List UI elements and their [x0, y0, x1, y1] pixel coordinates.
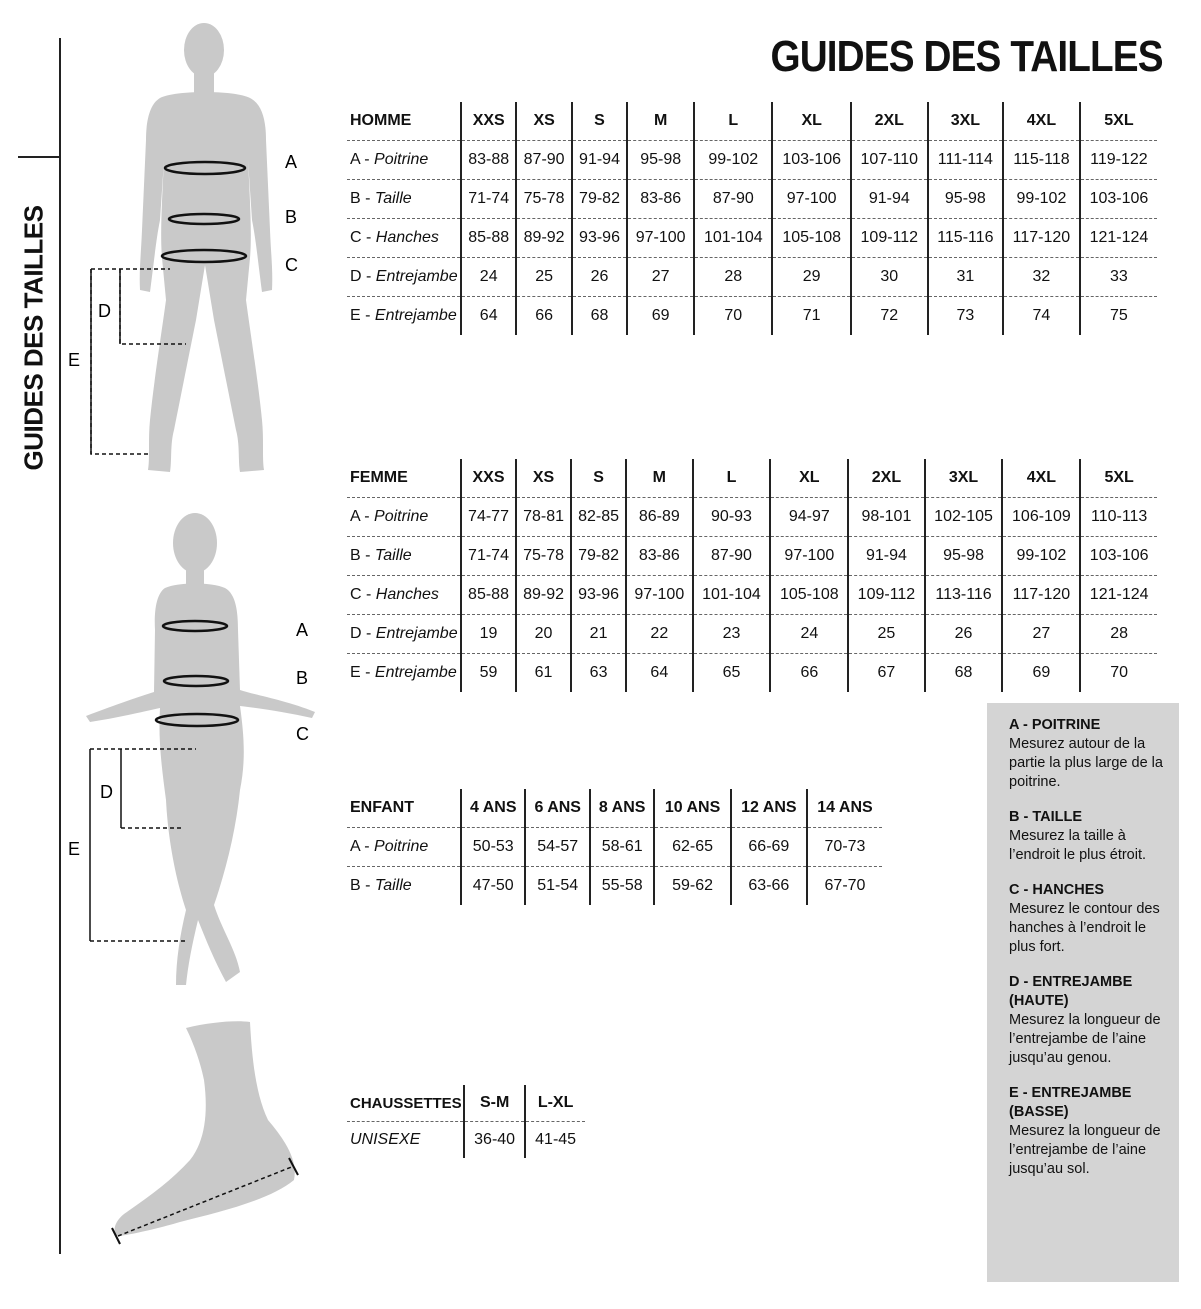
table-cell: 83-86 — [626, 537, 692, 576]
table-cell: 70-73 — [807, 828, 882, 867]
homme-size-table — [347, 102, 1157, 335]
table-cell: 70 — [1080, 654, 1157, 693]
table-cell: 86-89 — [626, 498, 692, 537]
homme-size-header: 4XL — [1003, 102, 1080, 141]
femme-size-table — [347, 459, 1157, 692]
table-cell: 106-109 — [1002, 498, 1080, 537]
table-cell: 121-124 — [1080, 219, 1157, 258]
femme-size-header: M — [626, 459, 692, 498]
table-cell: 87-90 — [516, 141, 571, 180]
table-cell: 61 — [516, 654, 571, 693]
woman-letter-c: C — [296, 724, 309, 744]
table-cell: 103-106 — [1080, 180, 1157, 219]
table-cell: 62-65 — [654, 828, 730, 867]
table-cell: 97-100 — [626, 576, 692, 615]
table-cell: 63 — [571, 654, 626, 693]
table-cell: 119-122 — [1080, 141, 1157, 180]
table-cell: 87-90 — [693, 537, 771, 576]
table-cell: 67-70 — [807, 867, 882, 906]
table-cell: 74 — [1003, 297, 1080, 336]
legend-title: D - ENTREJAMBE (HAUTE) — [1009, 974, 1133, 1009]
legend-text: Mesurez la longueur de l’entrejambe de l’aine jusqu’au genou. — [1009, 1012, 1161, 1066]
table-cell: 20 — [516, 615, 571, 654]
homme-size-header: M — [627, 102, 694, 141]
table-cell: 99-102 — [1002, 537, 1080, 576]
woman-letter-d: D — [100, 782, 113, 802]
table-cell: 93-96 — [572, 219, 627, 258]
table-cell: 79-82 — [571, 537, 626, 576]
table-cell: 95-98 — [627, 141, 694, 180]
table-cell: 121-124 — [1080, 576, 1157, 615]
table-cell: 28 — [694, 258, 772, 297]
table-cell: 36-40 — [464, 1122, 525, 1159]
table-cell: 87-90 — [694, 180, 772, 219]
table-cell: 32 — [1003, 258, 1080, 297]
foot-figure — [100, 1010, 310, 1250]
table-cell: 89-92 — [516, 576, 571, 615]
table-cell: 70 — [694, 297, 772, 336]
row-label: B - Taille — [347, 867, 461, 906]
row-label: B - Taille — [347, 537, 461, 576]
chaussettes-size-header: L-XL — [525, 1085, 585, 1122]
man-letter-a: A — [285, 152, 298, 172]
row-label: D - Entrejambe — [347, 258, 461, 297]
table-cell: 73 — [928, 297, 1003, 336]
table-cell: 25 — [848, 615, 924, 654]
enfant-size-header: 6 ANS — [525, 789, 589, 828]
table-cell: 19 — [461, 615, 516, 654]
legend-item — [1009, 973, 1167, 1068]
table-cell: 101-104 — [693, 576, 771, 615]
femme-size-header: 3XL — [925, 459, 1003, 498]
enfant-size-header: 8 ANS — [590, 789, 654, 828]
table-cell: 117-120 — [1003, 219, 1080, 258]
table-cell: 68 — [572, 297, 627, 336]
table-cell: 94-97 — [770, 498, 848, 537]
table-cell: 93-96 — [571, 576, 626, 615]
table-cell: 99-102 — [694, 141, 772, 180]
table-cell: 79-82 — [572, 180, 627, 219]
row-label: B - Taille — [347, 180, 461, 219]
table-row — [347, 258, 1157, 297]
enfant-label: ENFANT — [347, 789, 461, 828]
table-cell: 55-58 — [590, 867, 654, 906]
table-cell: 103-106 — [772, 141, 850, 180]
man-letter-b: B — [285, 207, 298, 227]
man-letter-e: E — [68, 350, 81, 370]
legend-item — [1009, 716, 1167, 792]
table-row — [347, 615, 1157, 654]
table-cell: 50-53 — [461, 828, 525, 867]
table-row — [347, 867, 882, 906]
table-row — [347, 576, 1157, 615]
homme-size-header: L — [694, 102, 772, 141]
femme-size-header: L — [693, 459, 771, 498]
table-row — [347, 537, 1157, 576]
table-cell: 26 — [572, 258, 627, 297]
table-cell: 66 — [770, 654, 848, 693]
table-row — [347, 219, 1157, 258]
femme-size-header: XXS — [461, 459, 516, 498]
table-cell: 58-61 — [590, 828, 654, 867]
table-cell: 97-100 — [770, 537, 848, 576]
row-label: E - Entrejambe — [347, 654, 461, 693]
enfant-size-header: 10 ANS — [654, 789, 730, 828]
femme-size-header: 2XL — [848, 459, 924, 498]
table-row — [347, 498, 1157, 537]
table-cell: 27 — [627, 258, 694, 297]
femme-label: FEMME — [347, 459, 461, 498]
table-cell: 110-113 — [1080, 498, 1157, 537]
legend-title: E - ENTREJAMBE (BASSE) — [1009, 1085, 1132, 1120]
femme-size-header: 4XL — [1002, 459, 1080, 498]
table-cell: 29 — [772, 258, 850, 297]
table-cell: 107-110 — [851, 141, 928, 180]
table-cell: 95-98 — [925, 537, 1003, 576]
woman-figure — [60, 500, 330, 1000]
table-cell: 91-94 — [848, 537, 924, 576]
legend-text: Mesurez la taille à l’endroit le plus étroit. — [1009, 828, 1147, 863]
legend-text: Mesurez le contour des hanches à l’endroit le plus fort. — [1009, 901, 1160, 955]
table-cell: 109-112 — [848, 576, 924, 615]
table-cell: 101-104 — [694, 219, 772, 258]
table-cell: 85-88 — [461, 576, 516, 615]
table-row — [347, 141, 1157, 180]
table-cell: 54-57 — [525, 828, 589, 867]
table-cell: 82-85 — [571, 498, 626, 537]
legend-title: B - TAILLE — [1009, 809, 1083, 825]
table-cell: 68 — [925, 654, 1003, 693]
woman-letter-b: B — [296, 668, 309, 688]
table-cell: 63-66 — [731, 867, 807, 906]
table-cell: 105-108 — [770, 576, 848, 615]
table-row — [347, 654, 1157, 693]
table-cell: 66-69 — [731, 828, 807, 867]
table-row — [347, 180, 1157, 219]
table-cell: 74-77 — [461, 498, 516, 537]
table-cell: 98-101 — [848, 498, 924, 537]
table-cell: 69 — [1002, 654, 1080, 693]
table-cell: 47-50 — [461, 867, 525, 906]
homme-size-header: XL — [772, 102, 850, 141]
table-cell: 75 — [1080, 297, 1157, 336]
homme-size-header: XXS — [461, 102, 516, 141]
table-cell: 22 — [626, 615, 692, 654]
table-cell: 66 — [516, 297, 571, 336]
table-cell: 109-112 — [851, 219, 928, 258]
legend-item — [1009, 1084, 1167, 1179]
homme-label: HOMME — [347, 102, 461, 141]
table-cell: 65 — [693, 654, 771, 693]
table-cell: 105-108 — [772, 219, 850, 258]
table-cell: 91-94 — [572, 141, 627, 180]
table-cell: 75-78 — [516, 537, 571, 576]
homme-size-header: XS — [516, 102, 571, 141]
table-cell: 23 — [693, 615, 771, 654]
row-label: C - Hanches — [347, 219, 461, 258]
table-cell: 31 — [928, 258, 1003, 297]
table-cell: 71 — [772, 297, 850, 336]
woman-letter-a: A — [296, 620, 309, 640]
table-row — [347, 297, 1157, 336]
table-cell: 83-88 — [461, 141, 516, 180]
man-letter-d: D — [98, 301, 111, 321]
row-label: UNISEXE — [347, 1122, 464, 1159]
row-label: A - Poitrine — [347, 498, 461, 537]
table-cell: 30 — [851, 258, 928, 297]
table-cell: 85-88 — [461, 219, 516, 258]
table-cell: 99-102 — [1003, 180, 1080, 219]
row-label: E - Entrejambe — [347, 297, 461, 336]
side-title: GUIDES DES TAILLES — [18, 205, 49, 471]
table-cell: 78-81 — [516, 498, 571, 537]
table-cell: 91-94 — [851, 180, 928, 219]
table-row — [347, 1122, 585, 1159]
table-cell: 41-45 — [525, 1122, 585, 1159]
enfant-size-header: 14 ANS — [807, 789, 882, 828]
table-cell: 113-116 — [925, 576, 1003, 615]
table-cell: 71-74 — [461, 180, 516, 219]
legend-item — [1009, 808, 1167, 865]
chaussettes-size-header: S-M — [464, 1085, 525, 1122]
enfant-size-header: 4 ANS — [461, 789, 525, 828]
femme-size-header: XL — [770, 459, 848, 498]
femme-size-header: S — [571, 459, 626, 498]
measurement-legend — [987, 703, 1179, 1282]
homme-size-header: S — [572, 102, 627, 141]
table-cell: 89-92 — [516, 219, 571, 258]
table-cell: 95-98 — [928, 180, 1003, 219]
table-cell: 25 — [516, 258, 571, 297]
man-letter-c: C — [285, 255, 298, 275]
chaussettes-size-table — [347, 1085, 585, 1158]
page-title: GUIDES DES TAILLES — [770, 32, 1163, 81]
table-cell: 115-118 — [1003, 141, 1080, 180]
table-cell: 24 — [770, 615, 848, 654]
table-cell: 97-100 — [772, 180, 850, 219]
table-cell: 27 — [1002, 615, 1080, 654]
table-cell: 59-62 — [654, 867, 730, 906]
homme-size-header: 3XL — [928, 102, 1003, 141]
table-cell: 24 — [461, 258, 516, 297]
man-figure — [60, 20, 320, 480]
side-rule-tick — [18, 156, 60, 158]
homme-size-header: 2XL — [851, 102, 928, 141]
table-cell: 103-106 — [1080, 537, 1157, 576]
row-label: C - Hanches — [347, 576, 461, 615]
table-cell: 71-74 — [461, 537, 516, 576]
table-cell: 75-78 — [516, 180, 571, 219]
table-cell: 59 — [461, 654, 516, 693]
woman-letter-e: E — [68, 839, 81, 859]
table-cell: 69 — [627, 297, 694, 336]
legend-title: C - HANCHES — [1009, 882, 1105, 898]
table-cell: 28 — [1080, 615, 1157, 654]
table-cell: 117-120 — [1002, 576, 1080, 615]
table-cell: 64 — [626, 654, 692, 693]
row-label: A - Poitrine — [347, 828, 461, 867]
table-cell: 97-100 — [627, 219, 694, 258]
legend-item — [1009, 881, 1167, 957]
table-cell: 102-105 — [925, 498, 1003, 537]
table-cell: 115-116 — [928, 219, 1003, 258]
legend-text: Mesurez la longueur de l’entrejambe de l’aine jusqu’au sol. — [1009, 1123, 1161, 1177]
homme-size-header: 5XL — [1080, 102, 1157, 141]
table-cell: 111-114 — [928, 141, 1003, 180]
table-cell: 72 — [851, 297, 928, 336]
enfant-size-header: 12 ANS — [731, 789, 807, 828]
chaussettes-label: CHAUSSETTES — [347, 1085, 464, 1122]
table-cell: 67 — [848, 654, 924, 693]
table-cell: 21 — [571, 615, 626, 654]
table-cell: 51-54 — [525, 867, 589, 906]
row-label: A - Poitrine — [347, 141, 461, 180]
table-row — [347, 828, 882, 867]
table-cell: 26 — [925, 615, 1003, 654]
table-cell: 33 — [1080, 258, 1157, 297]
legend-title: A - POITRINE — [1009, 717, 1101, 733]
row-label: D - Entrejambe — [347, 615, 461, 654]
femme-size-header: 5XL — [1080, 459, 1157, 498]
table-cell: 90-93 — [693, 498, 771, 537]
femme-size-header: XS — [516, 459, 571, 498]
table-cell: 64 — [461, 297, 516, 336]
legend-text: Mesurez autour de la partie la plus large de la poitrine. — [1009, 736, 1163, 790]
enfant-size-table — [347, 789, 882, 905]
table-cell: 83-86 — [627, 180, 694, 219]
